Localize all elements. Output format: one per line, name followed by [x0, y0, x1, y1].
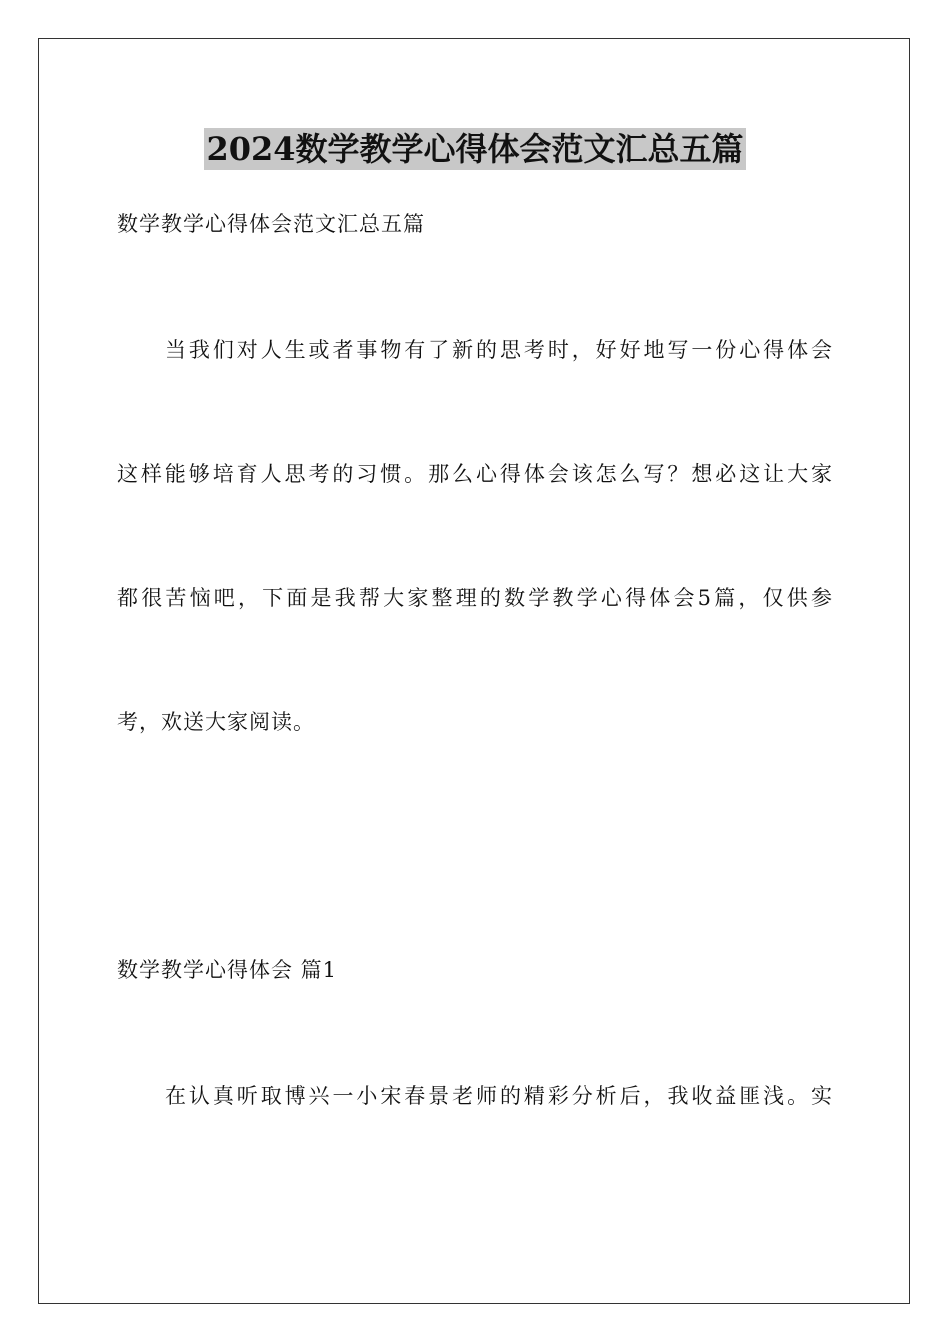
document-title: 2024数学教学心得体会范文汇总五篇 [206, 130, 744, 168]
intro-line-3: 都很苦恼吧，下面是我帮大家整理的数学教学心得体会5篇，仅供参 [117, 586, 833, 610]
section-line-1: 在认真听取博兴一小宋春景老师的精彩分析后，我收益匪浅。实 [165, 1084, 833, 1108]
document-subtitle: 数学教学心得体会范文汇总五篇 [117, 212, 425, 236]
intro-line-1: 当我们对人生或者事物有了新的思考时，好好地写一份心得体会 [165, 338, 833, 362]
section-heading: 数学教学心得体会 篇1 [117, 958, 338, 982]
intro-line-2: 这样能够培育人思考的习惯。那么心得体会该怎么写？想必这让大家 [117, 462, 833, 486]
title-container [0, 128, 950, 170]
intro-line-4: 考，欢送大家阅读。 [117, 710, 315, 734]
